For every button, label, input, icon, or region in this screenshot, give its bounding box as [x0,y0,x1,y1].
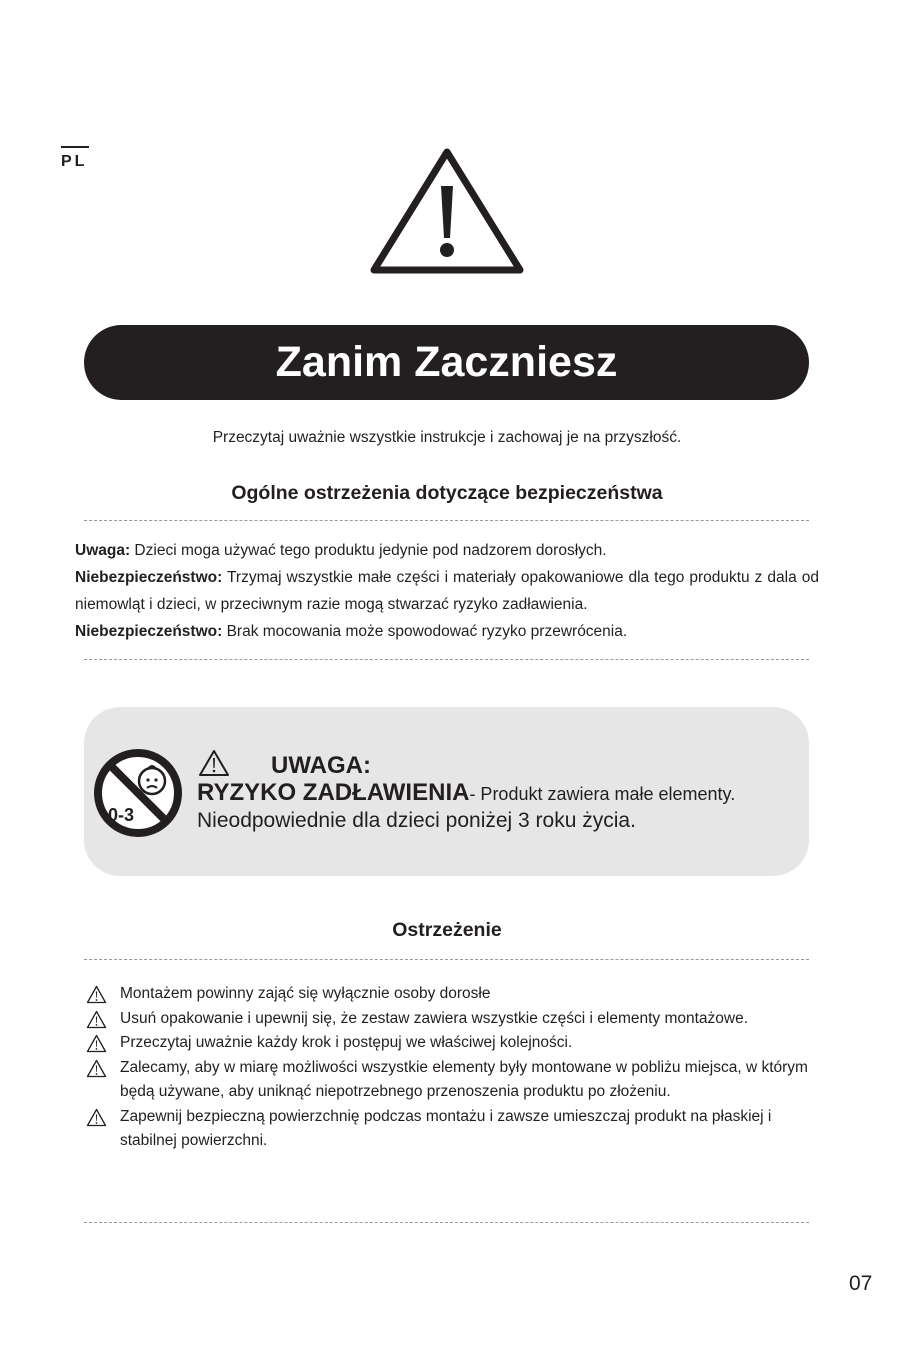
warning-triangle-icon [370,146,524,276]
warning-triangle-icon [86,1059,107,1078]
warnings-heading: Ostrzeżenie [392,919,502,941]
warning-text: Zapewnij bezpieczną powierzchnię podczas montażu i zawsze umieszczaj produkt na płaskiej i stabilnej powierzchni. [120,1107,772,1149]
list-item [86,1007,816,1032]
warning-label: Uwaga: [75,542,131,559]
divider [84,659,809,660]
warning-label: Niebezpieczeństwo: [75,569,223,586]
warnings-list [86,982,816,1154]
warning-text: Brak mocowania może spowodować ryzyko przewrócenia. [222,623,628,640]
list-item [86,982,816,1007]
page-number: 07 [849,1272,873,1295]
age-label: 0-3 [108,805,135,825]
warning-text: Zalecamy, aby w miarę możliwości wszystkie elementy były montowane w pobliżu miejsca, w którym będą używane, aby uniknąć niepotrzebnego przenoszenia produktu po złożeniu. [120,1058,808,1100]
general-safety-heading: Ogólne ostrzeżenia dotyczące bezpieczeństwa [231,482,663,504]
choking-heading: UWAGA: [271,752,371,779]
list-item [86,1056,816,1105]
divider [84,520,809,521]
general-warnings [75,537,819,645]
list-item [86,1105,816,1154]
warning-label: Niebezpieczeństwo: [75,623,223,640]
warning-text: Montażem powinny zająć się wyłącznie osoby dorosłe [120,985,491,1002]
warning-triangle-icon [86,985,107,1004]
choking-age-note: Nieodpowiednie dla dzieci poniżej 3 roku życia. [197,809,636,832]
warning-triangle-icon [198,749,230,777]
page-title: Zanim Zaczniesz [84,325,809,400]
no-children-under-3-icon [92,747,184,839]
divider [84,959,809,960]
warning-triangle-icon [86,1010,107,1029]
warning-text: Trzymaj wszystkie małe części i materiały opakowaniowe dla tego produktu z dala od niemowląt i dzieci, w przeciwnym razie mogą stwarzać ryzyko zadławienia. [75,569,819,613]
choking-hazard-panel [84,707,809,876]
language-code: PL [61,146,89,171]
warning-text: Przeczytaj uważnie każdy krok i postępuj we właściwej kolejności. [120,1034,573,1051]
choking-risk-line [197,779,735,807]
list-item [86,1031,816,1056]
general-warning-item [75,564,819,618]
warning-text: Dzieci moga używać tego produktu jedynie pod nadzorem dorosłych. [130,542,607,559]
general-warning-item [75,537,819,564]
warning-triangle-icon [86,1034,107,1053]
choking-risk-detail: - Produkt zawiera małe elementy. [469,784,736,804]
divider [84,1222,809,1223]
warning-triangle-icon [86,1108,107,1127]
choking-risk: RYZYKO ZADŁAWIENIA [197,779,470,806]
intro-text: Przeczytaj uważnie wszystkie instrukcje i zachowaj je na przyszłość. [212,429,682,446]
general-warning-item [75,618,819,645]
warning-text: Usuń opakowanie i upewnij się, że zestaw zawiera wszystkie części i elementy montażowe. [120,1009,749,1027]
